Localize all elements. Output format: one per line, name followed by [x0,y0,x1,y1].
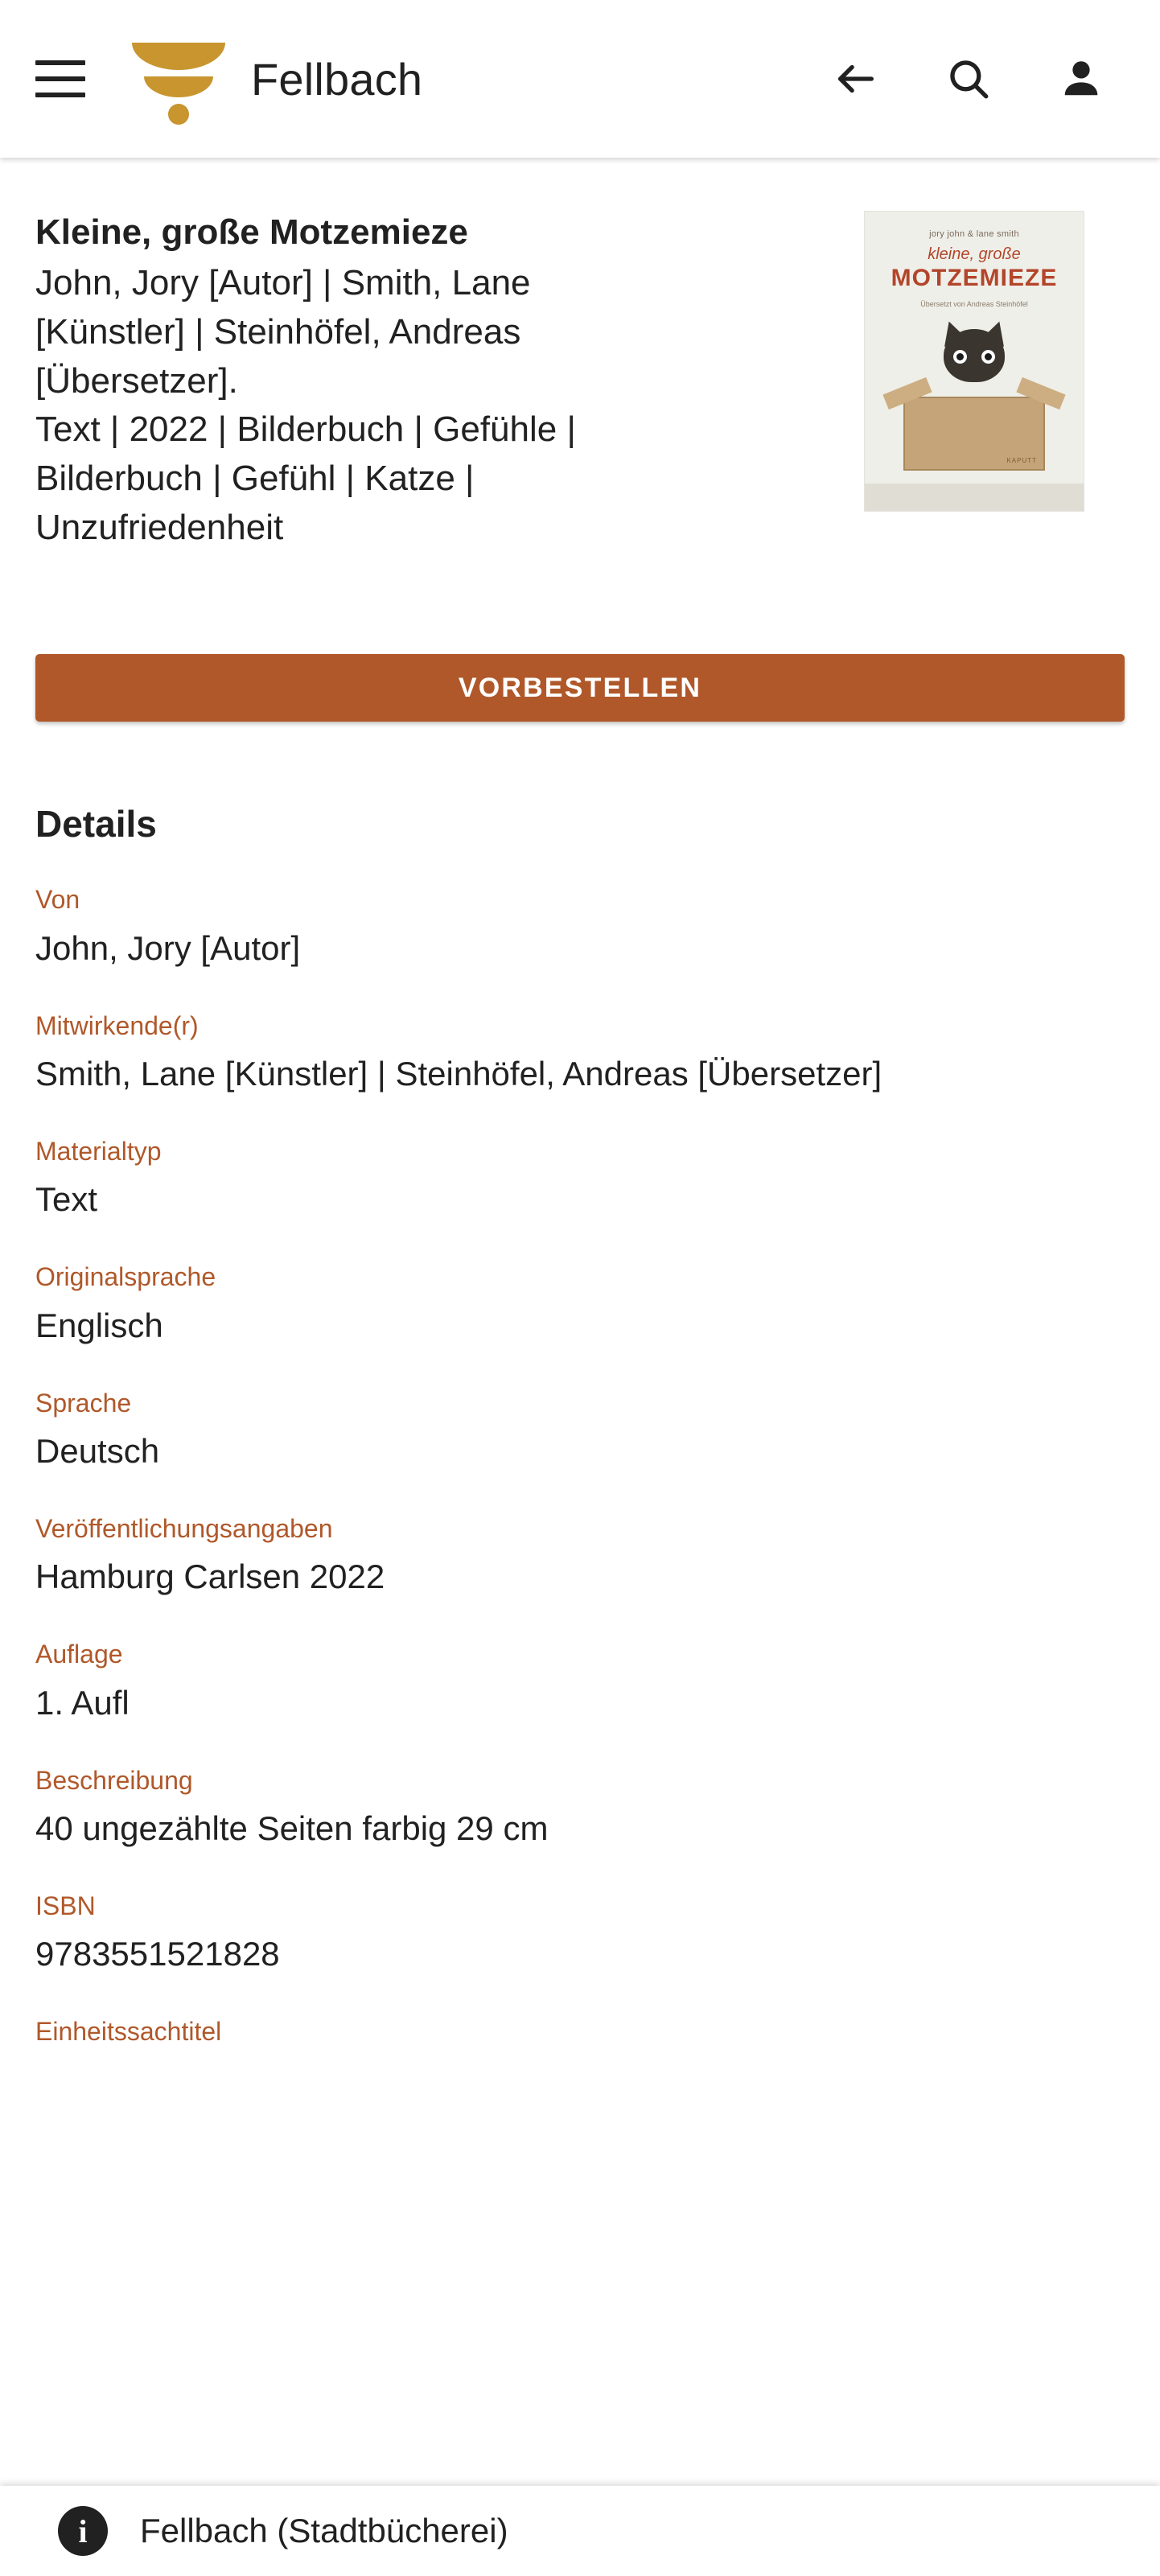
main-content [0,158,1160,2047]
hamburger-bar [35,60,85,65]
cover-title-big: MOTZEMIEZE [891,265,1058,291]
detail-row [35,884,1125,971]
hamburger-bar [35,76,85,81]
record-summary-text [35,211,864,553]
detail-label: ISBN [35,1891,96,1921]
detail-row [35,1891,1125,1977]
person-icon[interactable] [1055,53,1107,105]
logo-arc-bottom [144,76,213,97]
brand[interactable] [130,31,422,126]
detail-label: Sprache [35,1388,132,1418]
record-summary [35,158,1125,553]
details-heading: Details [35,803,157,846]
detail-row [35,1388,1125,1475]
cover-image[interactable] [864,211,1084,512]
detail-row [35,1261,1125,1348]
detail-value: Englisch [35,1306,163,1344]
scroll-fade [0,2441,1160,2486]
record-line: Bilderbuch | Gefühl | Katze | [35,459,475,499]
hamburger-bar [35,93,85,97]
cover-ground [865,484,1084,511]
cardboard-box-illustration [903,397,1045,471]
fellbach-logo-icon [130,31,227,126]
record-line: Unzufriedenheit [35,508,284,548]
detail-value: 9783551521828 [35,1935,280,1973]
detail-row [35,1136,1125,1223]
reserve-button[interactable]: VORBESTELLEN [35,654,1125,722]
search-icon[interactable] [943,53,994,105]
record-line: John, Jory [Autor] | Smith, Lane [35,262,531,302]
detail-value: 1. Aufl [35,1683,130,1722]
detail-row-partial [35,2016,1125,2047]
cover-subtitle: Übersetzt von Andreas Steinhöfel [920,300,1028,308]
cat-eye-left [953,350,967,364]
app-title: Fellbach [251,53,423,105]
info-icon[interactable]: i [58,2506,108,2556]
box-label: KAPUTT [1006,457,1037,464]
cover-authors: jory john & lane smith [929,229,1019,239]
detail-label: Von [35,885,80,915]
detail-label: Veröffentlichungsangaben [35,1514,333,1544]
logo-dot [168,104,189,125]
arrow-left-icon[interactable] [830,53,882,105]
record-title: Kleine, große Motzemieze [35,212,468,252]
library-name-label: Fellbach (Stadtbücherei) [140,2512,508,2549]
detail-value: Hamburg Carlsen 2022 [35,1558,385,1596]
logo-arc-top [132,43,225,70]
bottom-bar[interactable] [0,2486,1160,2576]
record-line: [Künstler] | Steinhöfel, Andreas [35,311,521,352]
detail-value: Deutsch [35,1432,160,1471]
detail-value: Text [35,1180,98,1219]
detail-row [35,1513,1125,1600]
record-line: Text | 2022 | Bilderbuch | Gefühle | [35,409,576,450]
app-bar [0,0,1160,158]
detail-label: Auflage [35,1640,123,1669]
detail-label: Einheitssachtitel [35,2017,222,2047]
detail-label: Originalsprache [35,1262,216,1292]
box-flap-right [1016,377,1065,409]
app-bar-actions [830,53,1125,105]
detail-label: Mitwirkende(r) [35,1010,199,1040]
detail-value: 40 ungezählte Seiten farbig 29 cm [35,1809,549,1848]
box-flap-left [882,377,932,409]
detail-row [35,1010,1125,1097]
record-line: [Übersetzer]. [35,360,238,401]
detail-row [35,1639,1125,1726]
detail-row [35,1765,1125,1852]
detail-value: John, Jory [Autor] [35,928,301,967]
detail-label: Beschreibung [35,1765,193,1795]
cat-illustration-icon [932,323,1016,400]
hamburger-menu-icon[interactable] [35,60,85,97]
cat-eye-right [981,350,995,364]
detail-label: Materialtyp [35,1136,162,1166]
cover-title-small: kleine, große [928,245,1021,263]
detail-value: Smith, Lane [Künstler] | Steinhöfel, Andreas [Übersetzer] [35,1055,882,1093]
